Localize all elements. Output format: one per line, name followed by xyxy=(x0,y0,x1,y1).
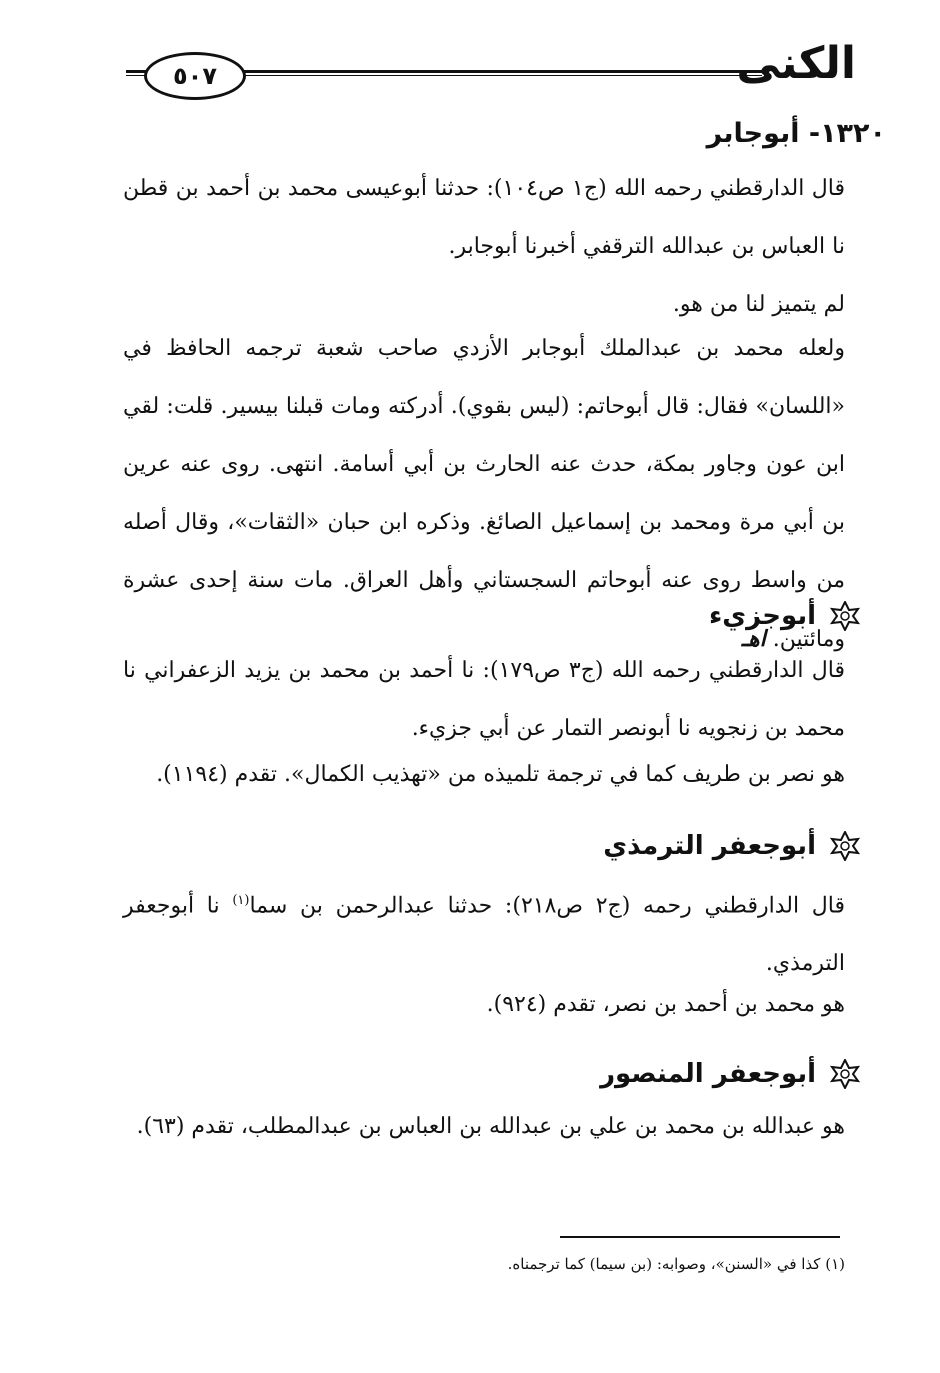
entry-heading: ١٣٢٠- أبوجابر xyxy=(706,118,886,149)
end-marker: اهـ xyxy=(741,626,766,652)
section-1-paragraph-2: هو نصر بن طريف كما في ترجمة تلميذه من «تهذيب الكمال». تقدم (١١٩٤). xyxy=(156,762,845,787)
section-title: أبوجعفر المنصور xyxy=(600,1059,816,1089)
footnote-reference: (١) xyxy=(232,893,250,908)
entry-paragraph-1: قال الدارقطني رحمه الله (ج١ ص١٠٤): حدثنا أبوعيسى محمد بن أحمد بن قطن نا العباس بن عبدالله الترقفي أخبرنا أبوجابر. xyxy=(123,176,846,259)
star-ornament-icon xyxy=(830,831,860,861)
section-title: أبوجزيء xyxy=(708,601,816,631)
star-ornament-icon xyxy=(830,601,860,631)
section-2-text-before-note: قال الدارقطني رحمه (ج٢ ص٢١٨): حدثنا عبدالرحمن بن سما xyxy=(249,893,846,919)
star-ornament-icon xyxy=(830,1059,860,1089)
section-2-paragraph-2: هو محمد بن أحمد بن نصر، تقدم (٩٢٤). xyxy=(486,992,845,1017)
footnote xyxy=(508,1252,845,1276)
section-1-paragraph-1: قال الدارقطني رحمه الله (ج٣ ص١٧٩): نا أحمد بن محمد بن يزيد الزعفراني نا محمد بن زنجويه نا أبونصر التمار عن أبي جزيء. xyxy=(123,658,846,741)
footnote-number: (١) xyxy=(825,1255,845,1273)
section-3-paragraph-1: هو عبدالله بن محمد بن علي بن عبدالله بن العباس بن عبدالمطلب، تقدم (٦٣). xyxy=(136,1114,845,1139)
footnote-divider xyxy=(560,1236,840,1238)
page-number: ٥٠٧ xyxy=(144,52,246,100)
section-heading-abu-jafar-mansur xyxy=(600,1054,860,1094)
section-heading-abu-juzay xyxy=(709,596,860,636)
running-title: الكنى xyxy=(736,38,856,89)
section-title: أبوجعفر الترمذي xyxy=(603,831,816,861)
entry-paragraph-2: لم يتميز لنا من هو. xyxy=(672,292,845,317)
entry-paragraph-3-text: ولعله محمد بن عبدالملك أبوجابر الأزدي صاحب شعبة ترجمه الحافظ في «اللسان» فقال: قال أبوحاتم: (ليس بقوي). أدركته ومات قبلنا بيسير. قلت: لقي ابن عون وجاور بمكة، حدث عنه الحارث بن أبي أسامة. انتهى. روى عنه عرين بن أبي مرة ومحمد بن إسماعيل الصائغ. وذكره ابن حبان «الثقات»، وقال أصله من واسط روى عنه أبوحاتم السجستاني وأهل العراق. مات سنة إحدى عشرة ومائتين. xyxy=(123,336,845,652)
section-2-text-after-note: نا أبوجعفر الترمذي. xyxy=(123,893,845,977)
section-heading-abu-jafar-tirmidhi xyxy=(603,826,860,866)
footnote-text: كذا في «السنن»، وصوابه: (بن سيما) كما ترجمناه. xyxy=(507,1255,821,1273)
